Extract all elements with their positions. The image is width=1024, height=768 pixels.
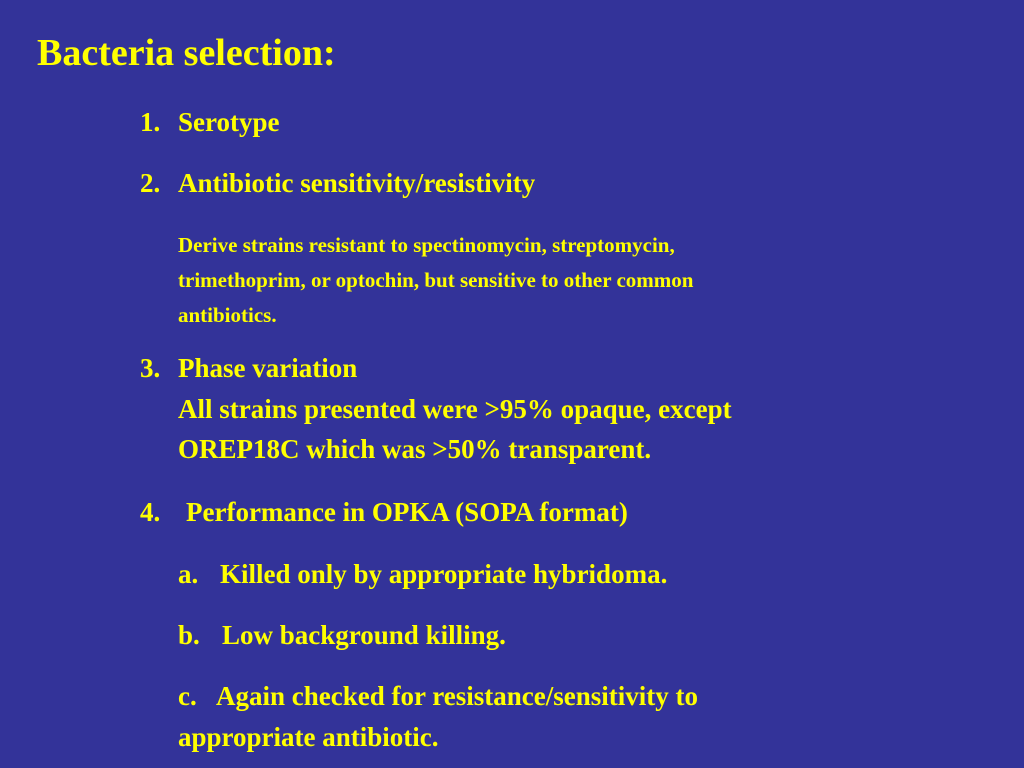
item-number: 1.	[140, 107, 161, 137]
subitem-a	[178, 554, 668, 594]
subitem-text-line: Again checked for resistance/sensitivity to	[216, 681, 698, 711]
subitem-text: Low background killing.	[222, 620, 506, 650]
item-label: Performance in OPKA (SOPA format)	[186, 497, 628, 527]
subitem-c-continuation	[178, 717, 439, 757]
item-label: Serotype	[178, 107, 280, 137]
subitem-letter: b.	[178, 620, 200, 650]
item-3-detail	[178, 389, 732, 469]
detail-line: antibiotics.	[178, 303, 277, 327]
item-number: 2.	[140, 168, 161, 198]
item-number: 3.	[140, 353, 161, 383]
item-label: Antibiotic sensitivity/resistivity	[178, 168, 536, 198]
detail-line: trimethoprim, or optochin, but sensitive to other common	[178, 268, 694, 292]
item-number: 4.	[140, 497, 161, 527]
item-2-detail	[178, 228, 693, 333]
item-label: Phase variation	[178, 353, 358, 383]
detail-line: All strains presented were >95% opaque, except	[178, 394, 732, 424]
detail-line: OREP18C which was >50% transparent.	[178, 434, 652, 464]
subitem-c	[178, 676, 698, 716]
detail-line: Derive strains resistant to spectinomycin, streptomycin,	[178, 233, 675, 257]
subitem-text-line: appropriate antibiotic.	[178, 722, 439, 752]
subitem-b	[178, 615, 506, 655]
subitem-text: Killed only by appropriate hybridoma.	[220, 559, 668, 589]
slide-title: Bacteria selection:	[37, 32, 336, 74]
subitem-letter: c.	[178, 681, 197, 711]
subitem-letter: a.	[178, 559, 199, 589]
